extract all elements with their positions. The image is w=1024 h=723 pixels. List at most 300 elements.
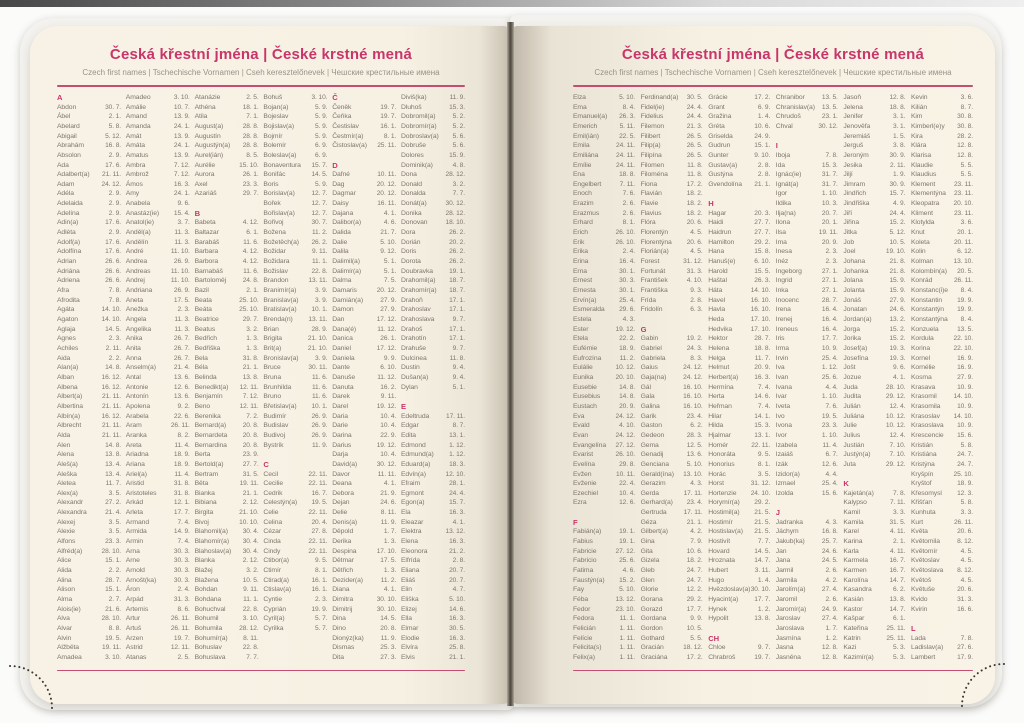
name-entry [708, 421, 770, 431]
given-name: Honorius [708, 460, 735, 468]
name-entry [708, 392, 770, 402]
given-name: Bianka [194, 489, 215, 497]
given-name: Cedrik [263, 489, 283, 497]
name-entry [57, 546, 121, 556]
name-entry [776, 324, 838, 334]
given-name: Dejan [332, 499, 350, 507]
name-day-date: 20. 6. [957, 528, 973, 536]
name-entry [776, 460, 838, 470]
given-name: Bořislav(a) [263, 209, 295, 217]
given-name: Danuše [332, 373, 356, 381]
given-name: Karolína [843, 576, 868, 584]
name-day-date: 16. 7. [889, 567, 906, 575]
given-name: Ariadna [125, 451, 149, 459]
given-name: Egon(a) [400, 499, 425, 507]
name-day-date: 4. 5. [960, 557, 973, 565]
given-name: Beata [194, 296, 212, 304]
name-day-date: 9. 5. [757, 451, 771, 459]
name-day-date: 17. 5. [380, 557, 397, 565]
name-entry [57, 556, 121, 566]
name-day-date: 21. 8. [889, 267, 906, 275]
name-entry [401, 151, 465, 161]
name-day-date: 11. 6. [311, 373, 328, 381]
name-entry [573, 566, 635, 576]
name-entry [195, 286, 259, 296]
name-day-date: 17. 6. [105, 238, 121, 246]
name-entry [126, 585, 190, 595]
name-entry [57, 141, 121, 151]
given-name: Doubravka [400, 267, 433, 275]
given-name: Ilsa [775, 229, 786, 237]
given-name: Irena [775, 306, 791, 314]
name-entry [708, 508, 770, 518]
name-entry [332, 324, 396, 334]
name-entry [641, 575, 703, 585]
given-name: František [640, 277, 668, 285]
given-name: Hypolit [708, 615, 729, 623]
name-entry [195, 402, 259, 412]
given-name: Hyacint(a) [708, 596, 739, 604]
name-day-date: 11. 3. [174, 238, 190, 246]
given-name: Hermína [708, 383, 734, 391]
given-name: Despina [332, 547, 357, 555]
name-day-date: 18. 2. [686, 200, 703, 208]
given-name: Herta [708, 393, 725, 401]
name-day-date: 2. 9. [108, 200, 121, 208]
name-entry [776, 402, 838, 412]
name-day-date: 30. 10. [750, 586, 771, 594]
name-entry [573, 489, 635, 499]
name-entry [911, 373, 973, 383]
name-day-date: 2. 11. [105, 344, 121, 352]
given-name: Donát(a) [400, 200, 427, 208]
given-name: Ernest [573, 277, 593, 285]
name-day-date: 16. 3. [449, 538, 465, 546]
given-name: Deana [332, 480, 352, 488]
given-name: Alfons [57, 538, 76, 546]
name-day-date: 27. 4. [821, 586, 838, 594]
name-entry [573, 228, 635, 238]
name-entry [195, 122, 259, 132]
name-day-date: 11. 6. [243, 238, 259, 246]
name-entry [641, 479, 703, 489]
given-name: Flavie [640, 200, 659, 208]
given-name: Adin(a) [57, 219, 79, 227]
name-day-date: 7. 12. [242, 393, 259, 401]
name-day-date: 13. 5. [821, 93, 838, 101]
given-name: Ervín(a) [573, 296, 597, 304]
name-entry [573, 93, 635, 103]
name-entry [126, 141, 190, 151]
name-day-date: 30. 4. [242, 538, 259, 546]
name-entry [776, 208, 838, 218]
name-entry [195, 614, 259, 624]
name-day-date: 19. 11. [818, 229, 838, 237]
given-name: Aglaja [57, 325, 76, 333]
name-entry [195, 556, 259, 566]
name-day-date: 25. 4. [619, 296, 635, 304]
name-day-date: 10. 9. [957, 402, 973, 410]
page-title: Česká křestní jména | České krstné mená [621, 46, 925, 63]
name-day-date: 16. 1. [380, 122, 397, 130]
name-entry [708, 643, 770, 653]
name-entry [57, 151, 121, 161]
given-name: Adléta [57, 229, 76, 237]
name-entry [641, 421, 703, 431]
name-entry [776, 170, 838, 180]
name-entry [641, 122, 703, 132]
given-name: Ivona [775, 422, 792, 430]
given-name: Adrian [57, 258, 77, 266]
name-day-date: 24. 12. [101, 180, 121, 188]
given-name: Krasomil [910, 393, 937, 401]
name-day-date: 3. 3. [893, 509, 906, 517]
name-entry [843, 315, 905, 325]
name-entry [911, 460, 973, 470]
name-day-date: 19. 11. [102, 644, 121, 652]
name-day-date: 20. 8. [242, 441, 259, 449]
given-name: Blanka [194, 557, 215, 565]
name-day-date: 5. 12. [105, 132, 121, 140]
given-name: Klementýna [910, 190, 946, 198]
name-day-date: 18. 9. [173, 451, 190, 459]
given-name: Gerhard(a) [640, 499, 673, 507]
name-day-date: 17. 1. [449, 296, 465, 304]
name-entry [708, 353, 770, 363]
name-day-date: 24. 3. [686, 344, 703, 352]
name-entry [573, 286, 635, 296]
given-name: Heda [708, 316, 725, 324]
given-name: Cyprián [263, 605, 287, 613]
name-day-date: 8. 7. [452, 422, 465, 430]
given-name: Dalida [332, 229, 351, 237]
given-name: Gvendolína [708, 180, 742, 188]
name-entry [263, 537, 327, 547]
name-day-date: 11. 10. [170, 277, 190, 285]
name-entry [332, 363, 396, 373]
given-name: Eustach [573, 402, 597, 410]
name-day-date: 27. 7. [754, 219, 771, 227]
given-name: Herbert(a) [708, 373, 739, 381]
name-day-date: 15. 1. [754, 142, 771, 150]
given-name: Inéz [775, 258, 789, 266]
name-entry [195, 324, 259, 334]
name-entry [332, 566, 396, 576]
name-day-date: 5. 7. [315, 625, 328, 633]
name-entry [263, 189, 327, 199]
name-day-date: 7. 6. [622, 190, 635, 198]
name-entry [57, 411, 121, 421]
name-entry [641, 489, 703, 499]
given-name: Dětmar [332, 557, 354, 565]
name-entry [776, 334, 838, 344]
name-entry [911, 334, 973, 344]
name-entry [573, 334, 635, 344]
name-day-date: 2. 12. [242, 499, 259, 507]
given-name: Denis(a) [332, 518, 358, 526]
name-entry [911, 595, 973, 605]
name-day-date: 1. 3. [383, 538, 397, 546]
given-name: Erazim [573, 200, 594, 208]
name-column [708, 93, 770, 663]
name-entry [708, 527, 770, 537]
given-name: Anastáz(ie) [125, 209, 160, 217]
given-name: Gudrun [708, 142, 731, 150]
given-name: Ester [573, 325, 589, 333]
name-entry [332, 604, 396, 614]
name-entry [263, 595, 327, 605]
given-name: Konstantýna [910, 316, 948, 324]
name-entry [57, 450, 121, 460]
given-name: Féba [573, 596, 589, 604]
given-name: Bohumír(a) [194, 634, 228, 642]
name-entry [641, 469, 703, 479]
name-entry [573, 585, 635, 595]
name-entry [57, 122, 121, 132]
given-name: Krasomila [910, 402, 941, 410]
given-name: Klarisa [910, 151, 932, 159]
given-name: Kasián [843, 596, 864, 604]
name-day-date: 31. 5. [242, 470, 259, 478]
name-entry [126, 199, 190, 209]
given-name: Křišťan [910, 499, 933, 507]
given-name: Adriena [57, 277, 80, 285]
name-day-date: 11. 6. [311, 383, 328, 391]
name-entry [843, 189, 905, 199]
name-day-date: 12. 7. [311, 209, 328, 217]
name-day-date: 23. 3. [242, 180, 259, 188]
given-name: André [125, 248, 144, 256]
name-entry [401, 508, 465, 518]
name-entry [708, 208, 770, 218]
name-day-date: 25. 8. [449, 644, 465, 652]
name-day-date: 7. 11. [619, 180, 635, 188]
name-day-date: 2. 2. [108, 567, 121, 575]
given-name: Katrin [843, 634, 861, 642]
name-entry [263, 266, 327, 276]
name-entry [195, 469, 259, 479]
given-name: Amáta [125, 142, 145, 150]
given-name: Filipína [640, 151, 662, 159]
name-day-date: 1. 4. [757, 113, 771, 121]
name-entry [57, 595, 121, 605]
name-entry [641, 556, 703, 566]
name-entry [126, 575, 190, 585]
given-name: Kvirin [910, 605, 928, 613]
name-day-date: 19. 9. [957, 306, 973, 314]
name-day-date: 5. 10. [619, 586, 635, 594]
name-entry [911, 633, 973, 643]
name-day-date: 10. 10. [239, 518, 259, 526]
name-entry [263, 431, 327, 441]
names-grid [57, 93, 465, 663]
given-name: Ariel(a) [125, 470, 147, 478]
name-entry [708, 122, 770, 132]
name-entry [401, 170, 465, 180]
name-entry [263, 479, 327, 489]
name-entry [843, 199, 905, 209]
name-day-date: 4. 2. [825, 576, 838, 584]
name-entry [126, 344, 190, 354]
given-name: Konrád [910, 277, 933, 285]
name-day-date: 3. 2. [452, 180, 465, 188]
name-day-date: 19. 11. [239, 480, 259, 488]
name-entry [57, 353, 121, 363]
name-entry [332, 440, 396, 450]
empty-row [776, 131, 838, 141]
name-entry [641, 276, 703, 286]
name-entry [911, 546, 973, 556]
given-name: Davor [332, 470, 350, 478]
given-name: Glen [640, 576, 655, 584]
name-day-date: 17. 9. [957, 653, 973, 661]
name-day-date: 30. 3. [173, 547, 190, 555]
name-day-date: 21. 7. [380, 229, 397, 237]
name-day-date: 29. 7. [242, 190, 259, 198]
given-name: Čeňka [332, 113, 352, 121]
name-entry [195, 604, 259, 614]
name-day-date: 8. 12. [957, 538, 973, 546]
name-day-date: 5. 9. [315, 122, 328, 130]
given-name: Bohumil [194, 615, 219, 623]
name-day-date: 5. 10. [619, 93, 635, 101]
name-entry [641, 624, 703, 634]
name-day-date: 11. 3. [174, 325, 190, 333]
name-day-date: 12. 11. [239, 383, 259, 391]
name-day-date: 24. 7. [686, 576, 703, 584]
name-day-date: 7. 4. [177, 538, 190, 546]
name-entry [573, 392, 635, 402]
given-name: Barabáš [194, 238, 220, 246]
name-day-date: 6. 10. [754, 258, 771, 266]
given-name: Harold [708, 267, 728, 275]
name-day-date: 2. 9. [108, 190, 121, 198]
given-name: Gabin [640, 335, 659, 343]
given-name: Dag [332, 180, 345, 188]
given-name: Emila [573, 142, 590, 150]
name-day-date: 27. 7. [754, 229, 771, 237]
name-entry [911, 469, 973, 479]
given-name: Dušan(a) [400, 373, 429, 381]
name-entry [911, 151, 973, 161]
given-name: Amy [125, 190, 140, 198]
name-day-date: 5. 3. [893, 644, 906, 652]
name-entry [263, 575, 327, 585]
given-name: Konstantýn [910, 306, 944, 314]
given-name: Emanuel(a) [573, 113, 608, 121]
given-name: Blahoslav(a) [194, 547, 232, 555]
given-name: Elena [400, 538, 418, 546]
name-day-date: 21. 1. [686, 518, 703, 526]
name-day-date: 28. 12. [239, 625, 259, 633]
given-name: Kliment [910, 209, 933, 217]
given-name: Dafné [332, 171, 350, 179]
name-entry [776, 392, 838, 402]
name-day-date: 2. 3. [315, 596, 328, 604]
name-entry [911, 431, 973, 441]
name-entry [401, 527, 465, 537]
name-entry [843, 460, 905, 470]
name-day-date: 15. 8. [754, 248, 771, 256]
name-day-date: 2. 3. [108, 335, 121, 343]
name-day-date: 15. 7. [449, 499, 465, 507]
name-day-date: 13. 2. [889, 316, 906, 324]
given-name: Brian [263, 325, 279, 333]
given-name: Genadij [640, 451, 664, 459]
name-entry [195, 517, 259, 527]
name-day-date: 24. 8. [242, 277, 259, 285]
name-entry [401, 266, 465, 276]
name-day-date: 28. 7. [754, 335, 771, 343]
name-day-date: 14. 7. [889, 576, 906, 584]
given-name: Dorota [400, 258, 421, 266]
name-entry [401, 575, 465, 585]
name-day-date: 4. 8. [452, 161, 465, 169]
name-day-date: 11. 2. [311, 229, 328, 237]
name-day-date: 27. 12. [615, 547, 635, 555]
given-name: Barnabáš [194, 267, 223, 275]
name-day-date: 13. 11. [308, 316, 328, 324]
given-name: Celina [263, 518, 283, 526]
name-entry [263, 585, 327, 595]
given-name: Haštal [708, 277, 727, 285]
name-entry [332, 450, 396, 460]
name-day-date: 8. 4. [960, 316, 973, 324]
given-name: Drahoslav [400, 306, 431, 314]
name-entry [401, 305, 465, 315]
section-letter: E [400, 401, 407, 411]
name-entry [263, 112, 327, 122]
name-day-date: 13. 5. [821, 103, 838, 111]
name-day-date: 13. 1. [449, 431, 465, 439]
given-name: Alma [57, 596, 73, 604]
name-day-date: 15. 2. [619, 576, 635, 584]
given-name: Aurélie [194, 161, 216, 169]
given-name: Květomila [910, 538, 940, 546]
name-entry [195, 257, 259, 267]
given-name: Gothard [640, 634, 665, 642]
given-name: Klotylda [910, 219, 935, 227]
name-entry [641, 218, 703, 228]
given-name: Augustín [194, 132, 221, 140]
given-name: Jitka [843, 229, 857, 237]
name-entry [573, 257, 635, 267]
given-name: Bivoj [194, 518, 209, 526]
name-day-date: 2. 5. [177, 653, 190, 661]
given-name: Eunika [573, 373, 594, 381]
name-entry [57, 479, 121, 489]
given-name: Jozue [843, 373, 862, 381]
name-day-date: 9. 9. [690, 615, 703, 623]
name-day-date: 26. 7. [173, 344, 190, 352]
name-day-date: 6. 3. [690, 306, 703, 314]
name-entry [708, 112, 770, 122]
name-day-date: 3. 10. [173, 93, 190, 101]
given-name: Glorie [640, 586, 659, 594]
header-rule [57, 85, 465, 87]
given-name: Aristid [125, 480, 144, 488]
name-day-date: 25. 6. [619, 557, 635, 565]
given-name: Kurt [910, 518, 924, 526]
given-name: Kamila [843, 518, 864, 526]
name-day-date: 18. 2. [686, 557, 703, 565]
given-name: Gaston [640, 422, 662, 430]
name-entry [708, 460, 770, 470]
name-entry [641, 170, 703, 180]
name-entry [332, 180, 396, 190]
given-name: Jelena [843, 103, 863, 111]
name-day-date: 23. 1. [821, 113, 838, 121]
